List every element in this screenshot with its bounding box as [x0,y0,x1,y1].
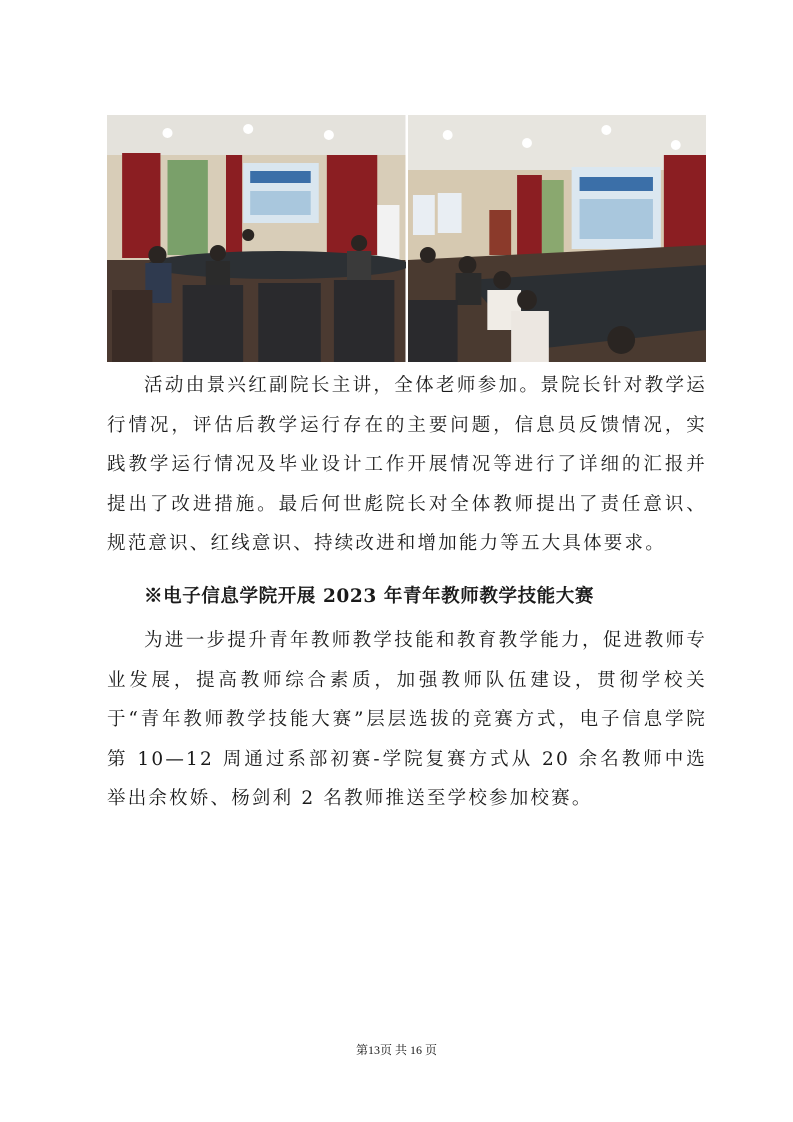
conference-room-photo-left [107,115,406,362]
competition-paragraph: 为进一步提升青年教师教学技能和教育教学能力，促进教师专业发展，提高教师综合素质，加强教师队伍建设，贯彻学校关于“青年教师教学技能大赛”层层选拔的竞赛方式，电子信息学院第 10—12 周通过系部初赛-学院复赛方式从 20 余名教师中选举出余枚娇、杨剑利 2 名教师推送至学校参加校赛。 [107,630,707,809]
activity-paragraph: 活动由景兴红副院长主讲，全体老师参加。景院长针对教学运行情况，评估后教学运行存在的主要问题，信息员反馈情况，实践教学运行情况及毕业设计工作开展情况等进行了详细的汇报并提出了改进措施。最后何世彪院长对全体教师提出了责任意识、规范意识、红线意识、持续改进和增加能力等五大具体要求。 [107,375,707,554]
section-heading: ※电子信息学院开展 2023 年青年教师教学技能大赛 [144,586,594,607]
photo-strip [107,115,706,362]
conference-room-photo-right [408,115,707,362]
page-footer: 第13页 共 16 页 [355,1043,437,1057]
